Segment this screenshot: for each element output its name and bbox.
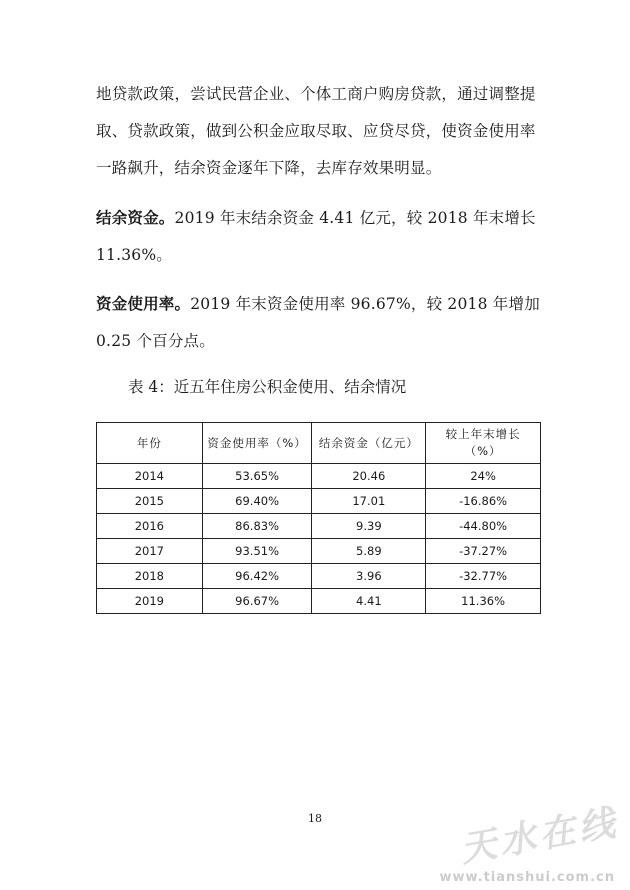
cell-usage-rate: 96.42% (202, 564, 312, 589)
cell-usage-rate: 53.65% (202, 464, 312, 489)
fund-usage-table (96, 422, 541, 614)
cell-balance: 9.39 (312, 514, 426, 539)
paragraph-balance-heading: 结余资金。 (96, 208, 175, 227)
watermark-logo: 天水在线 (457, 802, 622, 871)
cell-growth: -16.86% (426, 489, 541, 514)
cell-usage-rate: 96.67% (202, 589, 312, 614)
paragraph-balance (96, 199, 546, 274)
cell-growth: 24% (426, 464, 541, 489)
table-row (97, 464, 541, 489)
header-year: 年份 (97, 423, 203, 464)
paragraph-intro (96, 76, 546, 187)
paragraph-usage-rate (96, 285, 546, 360)
table-row (97, 589, 541, 614)
paragraph-usage-rate-text: 2019 年末资金使用率 96.67%，较 2018 年增加 0.25 个百分点。 (96, 295, 540, 350)
table-header-row (97, 423, 541, 464)
paragraph-balance-text: 2019 年末结余资金 4.41 亿元，较 2018 年末增长 11.36%。 (96, 209, 536, 264)
cell-year: 2019 (97, 589, 203, 614)
cell-balance: 3.96 (312, 564, 426, 589)
table-row (97, 489, 541, 514)
cell-growth: -32.77% (426, 564, 541, 589)
cell-year: 2016 (97, 514, 203, 539)
cell-growth: -37.27% (426, 539, 541, 564)
cell-year: 2017 (97, 539, 203, 564)
page-number: 18 (308, 812, 322, 825)
cell-balance: 4.41 (312, 589, 426, 614)
cell-growth: 11.36% (426, 589, 541, 614)
cell-growth: -44.80% (426, 514, 541, 539)
table-row (97, 539, 541, 564)
table-row (97, 514, 541, 539)
cell-balance: 5.89 (312, 539, 426, 564)
cell-usage-rate: 93.51% (202, 539, 312, 564)
table-caption: 表 4：近五年住房公积金使用、结余情况 (128, 378, 407, 396)
cell-balance: 17.01 (312, 489, 426, 514)
header-growth: 较上年末增长（%） (426, 423, 541, 464)
table-row (97, 564, 541, 589)
watermark-url: www.tianshui.com.cn (439, 870, 615, 885)
header-usage-rate: 资金使用率（%） (202, 423, 312, 464)
cell-usage-rate: 69.40% (202, 489, 312, 514)
paragraph-intro-text: 地贷款政策，尝试民营企业、个体工商户购房贷款，通过调整提取、贷款政策，做到公积金应取尽取、应贷尽贷，使资金使用率 一路飙升，结余资金逐年下降，去库存效果明显。 (96, 85, 536, 177)
cell-usage-rate: 86.83% (202, 514, 312, 539)
cell-year: 2014 (97, 464, 203, 489)
watermark (439, 802, 625, 888)
cell-year: 2018 (97, 564, 203, 589)
header-balance: 结余资金（亿元） (312, 423, 426, 464)
paragraph-usage-rate-heading: 资金使用率。 (96, 294, 191, 313)
cell-balance: 20.46 (312, 464, 426, 489)
cell-year: 2015 (97, 489, 203, 514)
